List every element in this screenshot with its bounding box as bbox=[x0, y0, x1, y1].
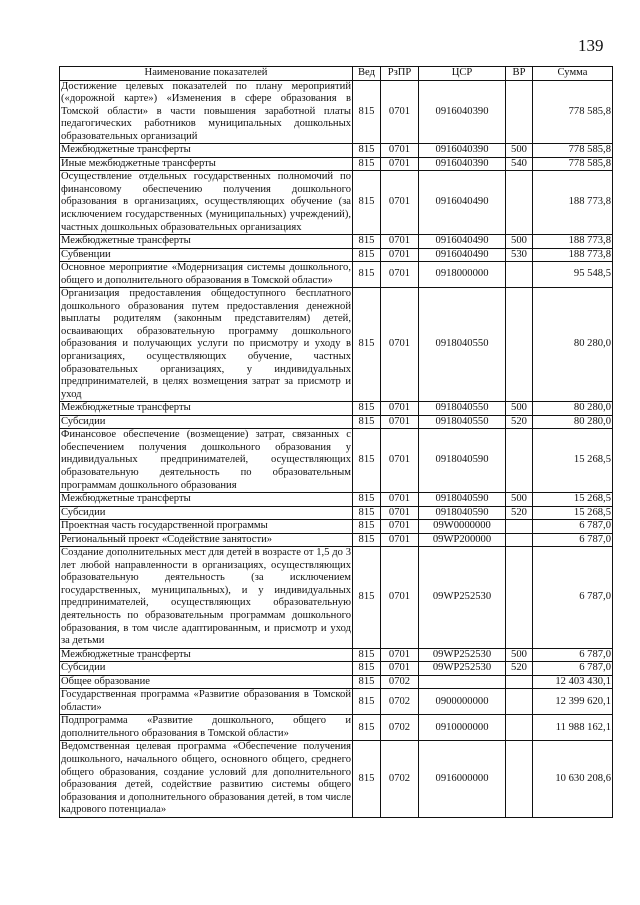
cell-name: Иные межбюджетные трансферты bbox=[60, 157, 353, 171]
cell-department: 815 bbox=[353, 506, 381, 520]
table-row bbox=[60, 235, 613, 249]
cell-name: Подпрограмма «Развитие дошкольного, общего и дополнительного образования в Томской области» bbox=[60, 715, 353, 741]
cell-expense-type bbox=[506, 675, 533, 689]
cell-amount: 80 280,0 bbox=[533, 288, 613, 402]
cell-target-article: 0918040550 bbox=[419, 402, 506, 416]
cell-expense-type: 500 bbox=[506, 648, 533, 662]
cell-department: 815 bbox=[353, 547, 381, 648]
cell-name: Региональный проект «Содействие занятости» bbox=[60, 533, 353, 547]
cell-amount: 6 787,0 bbox=[533, 533, 613, 547]
cell-department: 815 bbox=[353, 415, 381, 429]
cell-amount: 778 585,8 bbox=[533, 144, 613, 158]
table-row bbox=[60, 415, 613, 429]
cell-amount: 80 280,0 bbox=[533, 415, 613, 429]
cell-section: 0701 bbox=[381, 520, 419, 534]
column-header-section: РзПР bbox=[381, 67, 419, 81]
table-row bbox=[60, 506, 613, 520]
cell-target-article: 0916000000 bbox=[419, 741, 506, 817]
column-header-expense-type: ВР bbox=[506, 67, 533, 81]
table-row bbox=[60, 520, 613, 534]
cell-expense-type: 520 bbox=[506, 506, 533, 520]
cell-department: 815 bbox=[353, 402, 381, 416]
table-row bbox=[60, 675, 613, 689]
cell-target-article: 0910000000 bbox=[419, 715, 506, 741]
cell-amount: 15 268,5 bbox=[533, 493, 613, 507]
cell-amount: 6 787,0 bbox=[533, 547, 613, 648]
cell-section: 0702 bbox=[381, 715, 419, 741]
cell-department: 815 bbox=[353, 715, 381, 741]
cell-target-article: 0900000000 bbox=[419, 689, 506, 715]
cell-expense-type: 520 bbox=[506, 662, 533, 676]
cell-department: 815 bbox=[353, 662, 381, 676]
cell-department: 815 bbox=[353, 144, 381, 158]
cell-name: Межбюджетные трансферты bbox=[60, 402, 353, 416]
cell-name: Организация предоставления общедоступного бесплатного дошкольного образования путем предоставления денежной выплаты родителям (законным представителям) детей, осваивающих образовательную программу дошкольного образования и получающих услуги по присмотру и уходу в организациях, осуществляющих обучение, частных образовательных организациях, у индивидуальных предпринимателей, в целях возмещения затрат за присмотр и уход bbox=[60, 288, 353, 402]
cell-target-article: 0918040590 bbox=[419, 506, 506, 520]
cell-target-article: 09WP252530 bbox=[419, 648, 506, 662]
cell-amount: 188 773,8 bbox=[533, 171, 613, 235]
cell-department: 815 bbox=[353, 533, 381, 547]
table-row bbox=[60, 741, 613, 817]
cell-section: 0701 bbox=[381, 533, 419, 547]
cell-department: 815 bbox=[353, 171, 381, 235]
cell-department: 815 bbox=[353, 248, 381, 262]
table-row bbox=[60, 429, 613, 493]
cell-name: Ведомственная целевая программа «Обеспечение получения дошкольного, начального общего, основного общего, среднего общего образования, создание условий для дополнительного образования детей, содействие развитию системы общего образования и дополнительного образования детей, в том числе кадрового потенциала» bbox=[60, 741, 353, 817]
cell-target-article: 0916040490 bbox=[419, 235, 506, 249]
table-row bbox=[60, 547, 613, 648]
page-number: 139 bbox=[578, 36, 604, 55]
cell-expense-type bbox=[506, 520, 533, 534]
table-row bbox=[60, 648, 613, 662]
cell-target-article: 0918040590 bbox=[419, 493, 506, 507]
cell-expense-type bbox=[506, 741, 533, 817]
budget-table bbox=[59, 66, 613, 818]
cell-expense-type: 500 bbox=[506, 235, 533, 249]
cell-section: 0701 bbox=[381, 415, 419, 429]
cell-section: 0701 bbox=[381, 648, 419, 662]
cell-name: Субсидии bbox=[60, 662, 353, 676]
table-row bbox=[60, 715, 613, 741]
cell-expense-type bbox=[506, 262, 533, 288]
cell-target-article: 09W0000000 bbox=[419, 520, 506, 534]
cell-target-article: 0918040550 bbox=[419, 288, 506, 402]
cell-section: 0702 bbox=[381, 741, 419, 817]
table-row bbox=[60, 248, 613, 262]
cell-amount: 188 773,8 bbox=[533, 235, 613, 249]
table-row bbox=[60, 533, 613, 547]
cell-target-article: 09WP200000 bbox=[419, 533, 506, 547]
cell-expense-type bbox=[506, 533, 533, 547]
cell-expense-type bbox=[506, 80, 533, 144]
cell-department: 815 bbox=[353, 648, 381, 662]
cell-amount: 6 787,0 bbox=[533, 648, 613, 662]
cell-amount: 11 988 162,1 bbox=[533, 715, 613, 741]
cell-amount: 15 268,5 bbox=[533, 429, 613, 493]
table-row bbox=[60, 171, 613, 235]
cell-department: 815 bbox=[353, 157, 381, 171]
cell-expense-type: 500 bbox=[506, 402, 533, 416]
cell-name: Проектная часть государственной программы bbox=[60, 520, 353, 534]
cell-name: Межбюджетные трансферты bbox=[60, 144, 353, 158]
cell-name: Субсидии bbox=[60, 506, 353, 520]
cell-amount: 15 268,5 bbox=[533, 506, 613, 520]
cell-name: Осуществление отдельных государственных полномочий по финансовому обеспечению получения дошкольного образования в организациях, осуществляющих обучение (за исключением государственных (муниципальных) учреждений), частных дошкольных образовательных организациях bbox=[60, 171, 353, 235]
cell-amount: 6 787,0 bbox=[533, 520, 613, 534]
cell-expense-type bbox=[506, 429, 533, 493]
column-header-department: Вед bbox=[353, 67, 381, 81]
cell-department: 815 bbox=[353, 675, 381, 689]
cell-section: 0701 bbox=[381, 157, 419, 171]
column-header-name: Наименование показателей bbox=[60, 67, 353, 81]
table-row bbox=[60, 402, 613, 416]
cell-target-article: 0918040550 bbox=[419, 415, 506, 429]
cell-target-article bbox=[419, 675, 506, 689]
cell-section: 0701 bbox=[381, 235, 419, 249]
cell-department: 815 bbox=[353, 80, 381, 144]
cell-amount: 778 585,8 bbox=[533, 80, 613, 144]
cell-name: Основное мероприятие «Модернизация системы дошкольного, общего и дополнительного образования в Томской области» bbox=[60, 262, 353, 288]
cell-section: 0702 bbox=[381, 675, 419, 689]
cell-department: 815 bbox=[353, 520, 381, 534]
cell-target-article: 09WP252530 bbox=[419, 662, 506, 676]
cell-department: 815 bbox=[353, 235, 381, 249]
cell-section: 0702 bbox=[381, 689, 419, 715]
cell-section: 0701 bbox=[381, 506, 419, 520]
cell-expense-type: 500 bbox=[506, 493, 533, 507]
cell-target-article: 09WP252530 bbox=[419, 547, 506, 648]
cell-name: Государственная программа «Развитие образования в Томской области» bbox=[60, 689, 353, 715]
cell-amount: 12 403 430,1 bbox=[533, 675, 613, 689]
cell-amount: 80 280,0 bbox=[533, 402, 613, 416]
cell-amount: 95 548,5 bbox=[533, 262, 613, 288]
cell-target-article: 0916040390 bbox=[419, 144, 506, 158]
cell-section: 0701 bbox=[381, 429, 419, 493]
cell-amount: 10 630 208,6 bbox=[533, 741, 613, 817]
cell-expense-type: 530 bbox=[506, 248, 533, 262]
table-row bbox=[60, 262, 613, 288]
cell-name: Межбюджетные трансферты bbox=[60, 235, 353, 249]
cell-department: 815 bbox=[353, 288, 381, 402]
cell-expense-type bbox=[506, 171, 533, 235]
table-row bbox=[60, 689, 613, 715]
column-header-amount: Сумма bbox=[533, 67, 613, 81]
cell-section: 0701 bbox=[381, 171, 419, 235]
cell-expense-type bbox=[506, 288, 533, 402]
cell-expense-type bbox=[506, 689, 533, 715]
cell-target-article: 0918000000 bbox=[419, 262, 506, 288]
cell-name: Субвенции bbox=[60, 248, 353, 262]
cell-target-article: 0918040590 bbox=[419, 429, 506, 493]
column-header-target-article: ЦСР bbox=[419, 67, 506, 81]
cell-department: 815 bbox=[353, 429, 381, 493]
cell-name: Создание дополнительных мест для детей в возрасте от 1,5 до 3 лет любой направленности в организациях, осуществляющих образовательную деятельность (за исключением государственных, муниципальных), и у индивидуальных предпринимателей, осуществляющих образовательную деятельность по образовательным программам дошкольного образования, в том числе адаптированным, и присмотр и уход за детьми bbox=[60, 547, 353, 648]
cell-section: 0701 bbox=[381, 144, 419, 158]
cell-expense-type: 540 bbox=[506, 157, 533, 171]
cell-department: 815 bbox=[353, 493, 381, 507]
table-row bbox=[60, 144, 613, 158]
cell-target-article: 0916040490 bbox=[419, 248, 506, 262]
cell-department: 815 bbox=[353, 689, 381, 715]
cell-amount: 12 399 620,1 bbox=[533, 689, 613, 715]
cell-section: 0701 bbox=[381, 262, 419, 288]
cell-name: Общее образование bbox=[60, 675, 353, 689]
cell-section: 0701 bbox=[381, 547, 419, 648]
cell-section: 0701 bbox=[381, 402, 419, 416]
cell-section: 0701 bbox=[381, 288, 419, 402]
cell-expense-type bbox=[506, 715, 533, 741]
table-row bbox=[60, 662, 613, 676]
cell-amount: 6 787,0 bbox=[533, 662, 613, 676]
cell-amount: 188 773,8 bbox=[533, 248, 613, 262]
cell-section: 0701 bbox=[381, 248, 419, 262]
table-row bbox=[60, 493, 613, 507]
cell-name: Достижение целевых показателей по плану мероприятий («дорожной карте») «Изменения в сфере образования в Томской области» в части повышения заработной платы педагогических работников муниципальных дошкольных образовательных организаций bbox=[60, 80, 353, 144]
cell-section: 0701 bbox=[381, 662, 419, 676]
cell-target-article: 0916040390 bbox=[419, 157, 506, 171]
cell-target-article: 0916040390 bbox=[419, 80, 506, 144]
table-row bbox=[60, 157, 613, 171]
table-row bbox=[60, 288, 613, 402]
cell-department: 815 bbox=[353, 741, 381, 817]
cell-department: 815 bbox=[353, 262, 381, 288]
cell-name: Субсидии bbox=[60, 415, 353, 429]
cell-name: Межбюджетные трансферты bbox=[60, 493, 353, 507]
cell-section: 0701 bbox=[381, 80, 419, 144]
cell-expense-type bbox=[506, 547, 533, 648]
cell-name: Межбюджетные трансферты bbox=[60, 648, 353, 662]
cell-amount: 778 585,8 bbox=[533, 157, 613, 171]
cell-section: 0701 bbox=[381, 493, 419, 507]
cell-expense-type: 520 bbox=[506, 415, 533, 429]
cell-name: Финансовое обеспечение (возмещение) затрат, связанных с обеспечением получения дошкольного образования у индивидуальных предпринимателей, осуществляющих образовательную деятельность по образовательным программам дошкольного образования bbox=[60, 429, 353, 493]
cell-target-article: 0916040490 bbox=[419, 171, 506, 235]
cell-expense-type: 500 bbox=[506, 144, 533, 158]
table-row bbox=[60, 80, 613, 144]
table-header-row bbox=[60, 67, 613, 81]
